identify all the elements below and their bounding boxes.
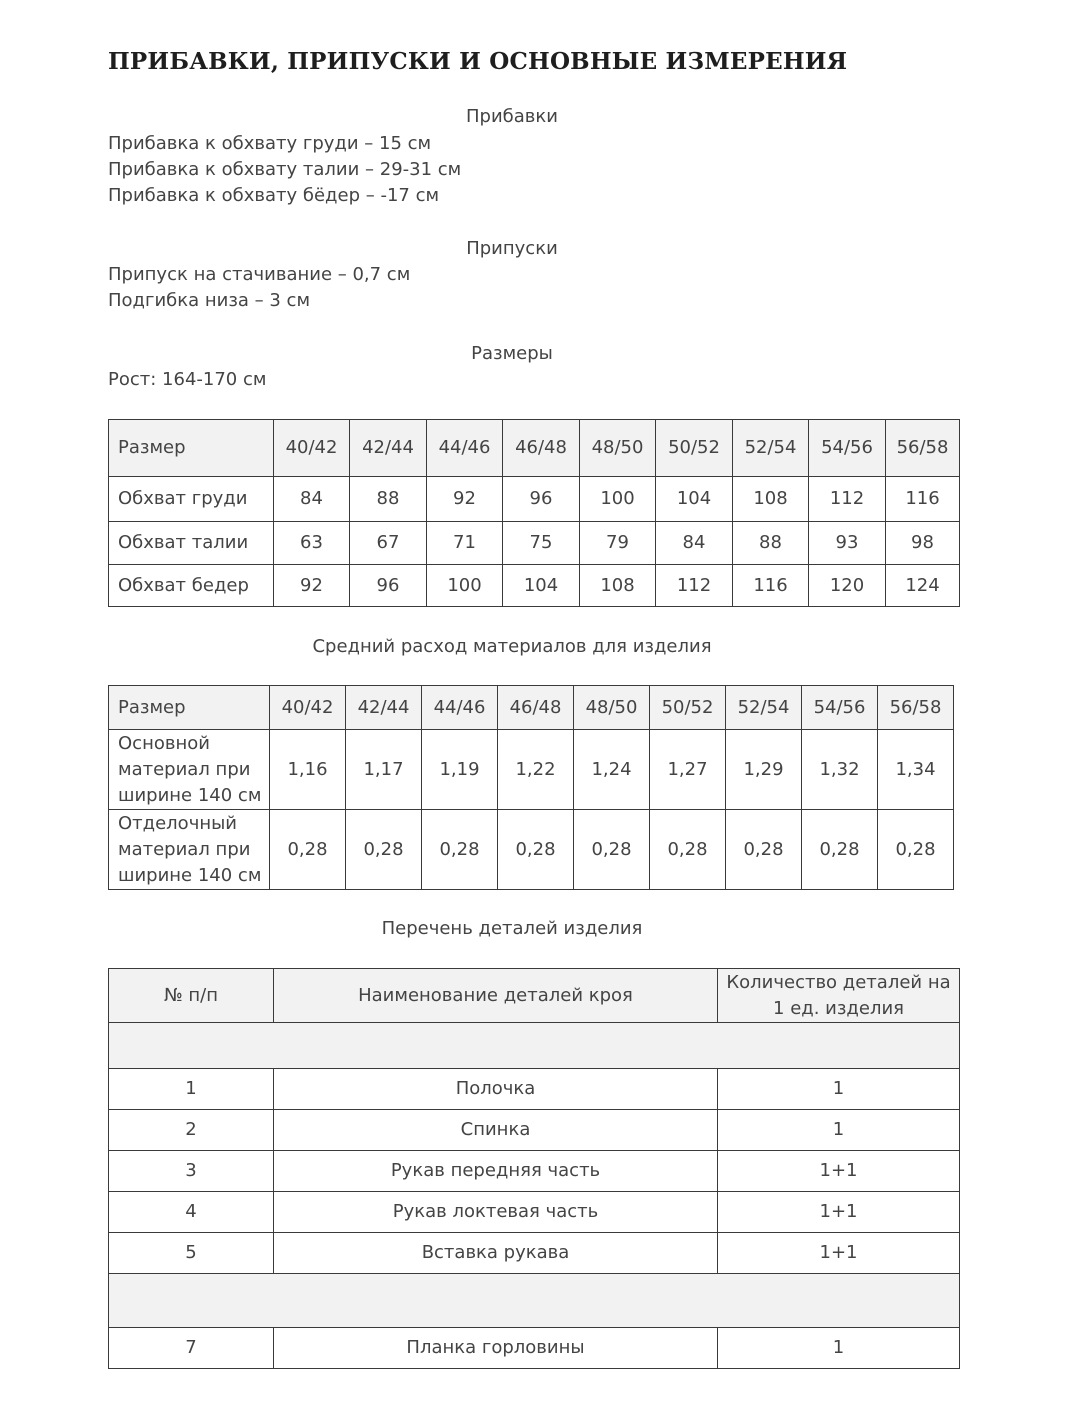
- header-cell: Размер: [109, 420, 274, 477]
- value-cell: 71: [427, 522, 503, 565]
- value-cell: 120: [809, 565, 886, 607]
- value-cell: 0,28: [346, 810, 422, 890]
- header-cell: 42/44: [346, 686, 422, 730]
- value-cell: 100: [427, 565, 503, 607]
- table-row: [109, 730, 954, 810]
- seam-allowance-stitching: Припуск на стачивание – 0,7 см: [108, 264, 411, 285]
- header-cell: 56/58: [878, 686, 954, 730]
- table-header-row: [109, 420, 960, 477]
- value-cell: 0,28: [422, 810, 498, 890]
- height-line: Рост: 164-170 см: [108, 369, 267, 390]
- value-cell: 1,22: [498, 730, 574, 810]
- part-count-cell: 1+1: [718, 1151, 960, 1192]
- value-cell: 0,28: [498, 810, 574, 890]
- value-cell: 93: [809, 522, 886, 565]
- part-count-cell: 1+1: [718, 1233, 960, 1274]
- header-cell: 52/54: [726, 686, 802, 730]
- part-count-cell: 1: [718, 1110, 960, 1151]
- table-row: [109, 1151, 960, 1192]
- part-count-cell: 1+1: [718, 1192, 960, 1233]
- row-label-cell: Обхват груди: [109, 477, 274, 522]
- part-count-cell: 1: [718, 1069, 960, 1110]
- part-number-cell: 3: [109, 1151, 274, 1192]
- value-cell: 116: [886, 477, 960, 522]
- row-label-cell: [109, 810, 270, 890]
- value-cell: 124: [886, 565, 960, 607]
- cell-line: материал при: [118, 838, 251, 860]
- part-name-cell: Полочка: [274, 1069, 718, 1110]
- header-cell: 46/48: [503, 420, 580, 477]
- value-cell: 0,28: [650, 810, 726, 890]
- part-number-cell: 4: [109, 1192, 274, 1233]
- part-number-cell: 1: [109, 1069, 274, 1110]
- part-name-cell: Спинка: [274, 1110, 718, 1151]
- header-cell: 44/46: [427, 420, 503, 477]
- value-cell: 79: [580, 522, 656, 565]
- table-row: [109, 477, 960, 522]
- part-number-cell: 5: [109, 1233, 274, 1274]
- cell-line: Основной: [118, 732, 210, 754]
- table-row: [109, 1110, 960, 1151]
- table-row: [109, 1328, 960, 1369]
- allowances-heading: Прибавки: [466, 106, 558, 127]
- value-cell: 0,28: [270, 810, 346, 890]
- row-label-cell: [109, 730, 270, 810]
- header-cell: Наименование деталей кроя: [274, 969, 718, 1023]
- parts-heading: Перечень деталей изделия: [381, 918, 643, 939]
- value-cell: 1,17: [346, 730, 422, 810]
- cell-line: материал при: [118, 758, 251, 780]
- header-cell: 44/46: [422, 686, 498, 730]
- blank-row: [109, 1023, 960, 1069]
- value-cell: 96: [350, 565, 427, 607]
- header-cell: 48/50: [580, 420, 656, 477]
- blank-row: [109, 1274, 960, 1328]
- header-cell: 52/54: [733, 420, 809, 477]
- value-cell: 0,28: [878, 810, 954, 890]
- header-cell: 46/48: [498, 686, 574, 730]
- header-cell: № п/п: [109, 969, 274, 1023]
- header-cell: 40/42: [274, 420, 350, 477]
- table-row: [109, 522, 960, 565]
- value-cell: 1,24: [574, 730, 650, 810]
- blank-cell: [109, 1023, 960, 1069]
- value-cell: 108: [580, 565, 656, 607]
- value-cell: 1,27: [650, 730, 726, 810]
- row-label-cell: Обхват бедер: [109, 565, 274, 607]
- value-cell: 75: [503, 522, 580, 565]
- part-name-cell: Рукав передняя часть: [274, 1151, 718, 1192]
- value-cell: 1,32: [802, 730, 878, 810]
- row-label-cell: Обхват талии: [109, 522, 274, 565]
- header-cell: 50/52: [650, 686, 726, 730]
- part-number-cell: 2: [109, 1110, 274, 1151]
- value-cell: 88: [350, 477, 427, 522]
- value-cell: 112: [809, 477, 886, 522]
- header-cell: 54/56: [802, 686, 878, 730]
- value-cell: 84: [656, 522, 733, 565]
- table-header-row: [109, 969, 960, 1023]
- seam-allowances-heading: Припуски: [466, 238, 558, 259]
- header-cell: 48/50: [574, 686, 650, 730]
- part-number-cell: 7: [109, 1328, 274, 1369]
- value-cell: 100: [580, 477, 656, 522]
- value-cell: 104: [656, 477, 733, 522]
- value-cell: 67: [350, 522, 427, 565]
- header-cell: Размер: [109, 686, 270, 730]
- value-cell: 1,16: [270, 730, 346, 810]
- header-cell: 56/58: [886, 420, 960, 477]
- consumption-table: [108, 685, 954, 890]
- table-row: [109, 565, 960, 607]
- value-cell: 88: [733, 522, 809, 565]
- value-cell: 1,29: [726, 730, 802, 810]
- table-row: [109, 1192, 960, 1233]
- table-row: [109, 1069, 960, 1110]
- parts-table: [108, 968, 960, 1369]
- table-header-row: [109, 686, 954, 730]
- value-cell: 108: [733, 477, 809, 522]
- part-count-cell: 1: [718, 1328, 960, 1369]
- value-cell: 63: [274, 522, 350, 565]
- value-cell: 84: [274, 477, 350, 522]
- hem-allowance: Подгибка низа – 3 см: [108, 290, 311, 311]
- value-cell: 104: [503, 565, 580, 607]
- value-cell: 1,19: [422, 730, 498, 810]
- blank-cell: [109, 1274, 960, 1328]
- page-title: ПРИБАВКИ, ПРИПУСКИ И ОСНОВНЫЕ ИЗМЕРЕНИЯ: [108, 48, 848, 75]
- allowance-hips: Прибавка к обхвату бёдер – -17 см: [108, 185, 440, 206]
- cell-line: 1 ед. изделия: [773, 997, 904, 1019]
- header-cell: 40/42: [270, 686, 346, 730]
- sizes-heading: Размеры: [471, 343, 553, 364]
- part-name-cell: Вставка рукава: [274, 1233, 718, 1274]
- header-cell: 54/56: [809, 420, 886, 477]
- header-cell: 42/44: [350, 420, 427, 477]
- part-name-cell: Планка горловины: [274, 1328, 718, 1369]
- cell-line: ширине 140 см: [118, 784, 262, 806]
- value-cell: 0,28: [726, 810, 802, 890]
- header-cell: [718, 969, 960, 1023]
- value-cell: 112: [656, 565, 733, 607]
- value-cell: 0,28: [574, 810, 650, 890]
- consumption-heading: Средний расход материалов для изделия: [312, 636, 712, 657]
- cell-line: ширине 140 см: [118, 864, 262, 886]
- part-name-cell: Рукав локтевая часть: [274, 1192, 718, 1233]
- value-cell: 116: [733, 565, 809, 607]
- value-cell: 92: [274, 565, 350, 607]
- table-row: [109, 1233, 960, 1274]
- cell-line: Отделочный: [118, 812, 238, 834]
- allowance-waist: Прибавка к обхвату талии – 29-31 см: [108, 159, 462, 180]
- cell-line: Количество деталей на: [726, 971, 951, 993]
- value-cell: 92: [427, 477, 503, 522]
- value-cell: 98: [886, 522, 960, 565]
- value-cell: 0,28: [802, 810, 878, 890]
- size-table: [108, 419, 960, 607]
- value-cell: 96: [503, 477, 580, 522]
- header-cell: 50/52: [656, 420, 733, 477]
- allowance-chest: Прибавка к обхвату груди – 15 см: [108, 133, 432, 154]
- value-cell: 1,34: [878, 730, 954, 810]
- table-row: [109, 810, 954, 890]
